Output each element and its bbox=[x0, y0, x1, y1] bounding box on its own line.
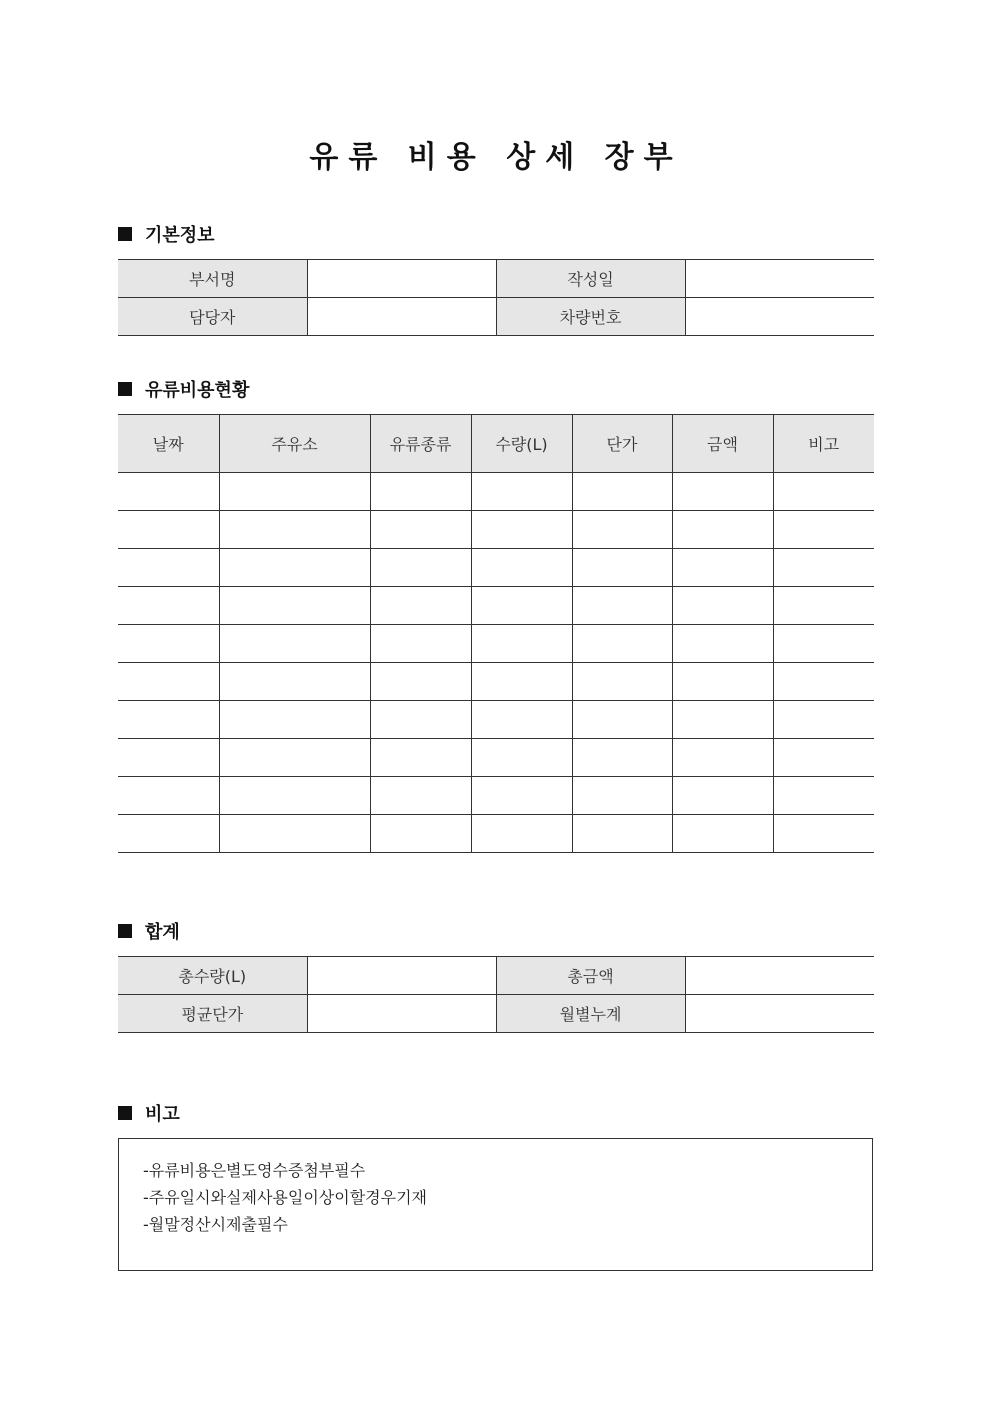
date-written-field[interactable] bbox=[685, 260, 874, 298]
section-heading-remarks bbox=[118, 1101, 180, 1125]
column-header-unit-price: 단가 bbox=[572, 415, 672, 473]
document-title: 유류 비용 상세 장부 bbox=[309, 140, 683, 175]
basic-info-table bbox=[118, 259, 874, 336]
table-row bbox=[118, 298, 874, 336]
table-cell[interactable] bbox=[572, 511, 672, 549]
table-row bbox=[118, 260, 874, 298]
table-cell[interactable] bbox=[773, 701, 874, 739]
table-cell[interactable] bbox=[219, 473, 370, 511]
table-cell[interactable] bbox=[219, 739, 370, 777]
table-cell[interactable] bbox=[672, 587, 773, 625]
table-cell[interactable] bbox=[219, 511, 370, 549]
table-cell[interactable] bbox=[471, 473, 572, 511]
table-cell[interactable] bbox=[672, 625, 773, 663]
table-cell[interactable] bbox=[471, 511, 572, 549]
table-cell[interactable] bbox=[219, 701, 370, 739]
table-row bbox=[118, 663, 874, 701]
column-header-date: 날짜 bbox=[118, 415, 219, 473]
table-row bbox=[118, 511, 874, 549]
column-header-station: 주유소 bbox=[219, 415, 370, 473]
column-header-fuel-type: 유류종류 bbox=[370, 415, 471, 473]
table-cell[interactable] bbox=[370, 473, 471, 511]
table-cell[interactable] bbox=[118, 625, 219, 663]
remark-line: -월말정산시제출필수 bbox=[143, 1215, 288, 1234]
table-cell[interactable] bbox=[672, 701, 773, 739]
monthly-cumulative-label: 월별누계 bbox=[496, 995, 685, 1033]
date-written-label: 작성일 bbox=[496, 260, 685, 298]
table-row bbox=[118, 995, 874, 1033]
table-cell[interactable] bbox=[370, 777, 471, 815]
total-amount-field[interactable] bbox=[685, 957, 874, 995]
table-cell[interactable] bbox=[471, 739, 572, 777]
table-row bbox=[118, 473, 874, 511]
table-cell[interactable] bbox=[219, 663, 370, 701]
table-cell[interactable] bbox=[773, 815, 874, 853]
table-cell[interactable] bbox=[118, 815, 219, 853]
column-header-quantity: 수량(L) bbox=[471, 415, 572, 473]
vehicle-number-field[interactable] bbox=[685, 298, 874, 336]
section-title: 비고 bbox=[145, 1104, 180, 1125]
table-cell[interactable] bbox=[471, 625, 572, 663]
manager-field[interactable] bbox=[307, 298, 496, 336]
table-row bbox=[118, 625, 874, 663]
department-field[interactable] bbox=[307, 260, 496, 298]
table-cell[interactable] bbox=[219, 815, 370, 853]
section-heading-totals bbox=[118, 919, 180, 943]
table-cell[interactable] bbox=[118, 511, 219, 549]
square-bullet-icon bbox=[118, 227, 132, 241]
remark-line: -주유일시와실제사용일이상이할경우기재 bbox=[143, 1188, 427, 1207]
table-cell[interactable] bbox=[773, 587, 874, 625]
table-cell[interactable] bbox=[118, 777, 219, 815]
table-cell[interactable] bbox=[572, 739, 672, 777]
table-cell[interactable] bbox=[672, 777, 773, 815]
table-cell[interactable] bbox=[219, 587, 370, 625]
table-cell[interactable] bbox=[471, 701, 572, 739]
table-cell[interactable] bbox=[572, 701, 672, 739]
table-header-row bbox=[118, 415, 874, 473]
table-cell[interactable] bbox=[572, 663, 672, 701]
table-cell[interactable] bbox=[118, 739, 219, 777]
monthly-cumulative-field[interactable] bbox=[685, 995, 874, 1033]
table-cell[interactable] bbox=[672, 549, 773, 587]
table-cell[interactable] bbox=[773, 473, 874, 511]
table-cell[interactable] bbox=[370, 739, 471, 777]
table-row bbox=[118, 701, 874, 739]
table-cell[interactable] bbox=[118, 587, 219, 625]
table-cell[interactable] bbox=[370, 587, 471, 625]
table-cell[interactable] bbox=[118, 663, 219, 701]
table-cell[interactable] bbox=[572, 549, 672, 587]
section-heading-basic-info bbox=[118, 222, 215, 246]
column-header-amount: 금액 bbox=[672, 415, 773, 473]
table-cell[interactable] bbox=[370, 625, 471, 663]
table-cell[interactable] bbox=[773, 511, 874, 549]
manager-label: 담당자 bbox=[118, 298, 307, 336]
table-cell[interactable] bbox=[471, 663, 572, 701]
average-price-field[interactable] bbox=[307, 995, 496, 1033]
total-quantity-label: 총수량(L) bbox=[118, 957, 307, 995]
table-cell[interactable] bbox=[572, 777, 672, 815]
remarks-box bbox=[118, 1138, 873, 1271]
total-quantity-field[interactable] bbox=[307, 957, 496, 995]
table-cell[interactable] bbox=[370, 511, 471, 549]
table-cell[interactable] bbox=[773, 549, 874, 587]
table-cell[interactable] bbox=[773, 625, 874, 663]
table-row bbox=[118, 587, 874, 625]
table-cell[interactable] bbox=[672, 663, 773, 701]
table-cell[interactable] bbox=[219, 625, 370, 663]
table-cell[interactable] bbox=[572, 587, 672, 625]
totals-table bbox=[118, 956, 874, 1033]
vehicle-number-label: 차량번호 bbox=[496, 298, 685, 336]
square-bullet-icon bbox=[118, 382, 132, 396]
table-cell[interactable] bbox=[672, 473, 773, 511]
table-cell[interactable] bbox=[471, 549, 572, 587]
table-cell[interactable] bbox=[672, 511, 773, 549]
table-row bbox=[118, 957, 874, 995]
table-cell[interactable] bbox=[370, 815, 471, 853]
table-cell[interactable] bbox=[672, 815, 773, 853]
table-cell[interactable] bbox=[572, 815, 672, 853]
section-title: 합계 bbox=[145, 922, 180, 943]
remark-line: -유류비용은별도영수증첨부필수 bbox=[143, 1161, 366, 1180]
column-header-remarks: 비고 bbox=[773, 415, 874, 473]
table-cell[interactable] bbox=[219, 549, 370, 587]
table-cell[interactable] bbox=[572, 473, 672, 511]
table-row bbox=[118, 549, 874, 587]
table-cell[interactable] bbox=[773, 663, 874, 701]
fuel-usage-table bbox=[118, 414, 874, 853]
table-cell[interactable] bbox=[370, 663, 471, 701]
table-cell[interactable] bbox=[118, 473, 219, 511]
square-bullet-icon bbox=[118, 924, 132, 938]
table-cell[interactable] bbox=[370, 701, 471, 739]
section-heading-fuel-usage bbox=[118, 377, 249, 401]
table-row bbox=[118, 739, 874, 777]
table-cell[interactable] bbox=[471, 815, 572, 853]
table-cell[interactable] bbox=[572, 625, 672, 663]
table-cell[interactable] bbox=[118, 701, 219, 739]
average-price-label: 평균단가 bbox=[118, 995, 307, 1033]
table-cell[interactable] bbox=[773, 739, 874, 777]
total-amount-label: 총금액 bbox=[496, 957, 685, 995]
table-row bbox=[118, 815, 874, 853]
table-cell[interactable] bbox=[471, 777, 572, 815]
square-bullet-icon bbox=[118, 1106, 132, 1120]
section-title: 기본정보 bbox=[145, 225, 215, 246]
table-row bbox=[118, 777, 874, 815]
section-title: 유류비용현황 bbox=[145, 380, 250, 401]
department-label: 부서명 bbox=[118, 260, 307, 298]
table-cell[interactable] bbox=[672, 739, 773, 777]
table-cell[interactable] bbox=[370, 549, 471, 587]
table-cell[interactable] bbox=[118, 549, 219, 587]
table-cell[interactable] bbox=[471, 587, 572, 625]
table-cell[interactable] bbox=[773, 777, 874, 815]
table-cell[interactable] bbox=[219, 777, 370, 815]
